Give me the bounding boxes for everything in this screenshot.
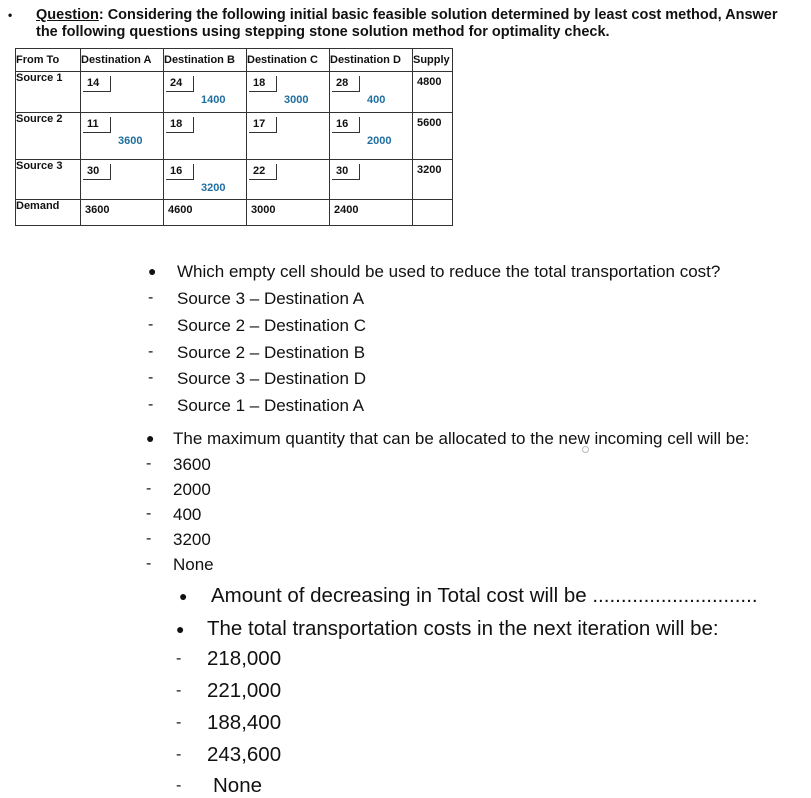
dash-icon: - [176,714,182,731]
q1-prompt: Which empty cell should be used to reduce the total transportation cost? [177,262,721,281]
dash-icon: - [176,650,182,667]
dash-icon: - [148,369,154,386]
q2-option: None [173,555,214,574]
q2-option: 400 [173,505,202,524]
question-line2: the following questions using stepping stone solution method for optimality check. [36,24,610,40]
bullet-icon: ● [176,621,185,637]
supply-value: 5600 [417,117,442,129]
q4-option: 218,000 [207,647,282,670]
allocation-value: 1400 [201,94,226,106]
table-cell [247,200,330,226]
table-row [16,113,453,160]
corner-header: From To [16,49,81,72]
allocation-value: 3200 [201,182,226,194]
cost-box: 11 [83,117,111,133]
supply-header: Supply [413,49,453,72]
q4-option: 188,400 [207,711,282,734]
cursor-circle-icon [582,446,589,453]
cost-box: 28 [332,76,360,92]
table-cell [247,113,330,160]
q2-option: 3600 [173,455,211,474]
supply-value: 4800 [417,76,442,88]
dash-icon: - [146,505,152,522]
q2-prompt: The maximum quantity that can be allocated to the new incoming cell will be: [173,429,750,448]
table-cell [330,113,413,160]
table-row [16,72,453,113]
allocation-value: 400 [367,94,386,106]
table-header-row [16,49,453,72]
demand-label: Demand [16,200,81,226]
source-label: Source 1 [16,72,81,113]
q3-prompt: Amount of decreasing in Total cost will be ............................. [211,584,758,607]
table-cell [164,160,247,200]
cost-box: 16 [166,164,194,180]
question-heading [8,7,802,41]
cost-box: 30 [332,164,360,180]
dash-icon: - [146,555,152,572]
q1-option: Source 3 – Destination D [177,369,366,388]
q1-option: Source 3 – Destination A [177,289,365,308]
table-cell [413,72,453,113]
cost-box: 18 [249,76,277,92]
table-cell [81,72,164,113]
bullet-icon: ● [179,588,188,604]
table-cell [247,72,330,113]
table-cell [247,160,330,200]
allocation-value: 3000 [284,94,309,106]
dest-b-header: Destination B [164,49,247,72]
table-cell [413,113,453,160]
question-line1: : Considering the following initial basic feasible solution determined by least cost method, Answer [98,7,778,23]
table-cell [413,200,453,226]
question-label: Question [36,7,99,23]
cost-box: 14 [83,76,111,92]
cost-box: 30 [83,164,111,180]
cost-box: 16 [332,117,360,133]
allocation-value: 2000 [367,135,392,147]
supply-value: 3200 [417,164,442,176]
dest-d-header: Destination D [330,49,413,72]
q2-option: 2000 [173,480,211,499]
allocation-value: 3600 [118,135,143,147]
source-label: Source 2 [16,113,81,160]
dash-icon: - [146,530,152,547]
cost-box: 24 [166,76,194,92]
q4-prompt: The total transportation costs in the next iteration will be: [207,617,719,640]
dash-icon: - [176,682,182,699]
cost-box: 18 [166,117,194,133]
bullet-icon: ● [146,430,155,446]
table-cell [81,113,164,160]
dash-icon: - [148,343,154,360]
table-cell [330,160,413,200]
bullet-icon: • [8,8,13,22]
dash-icon: - [148,289,154,306]
dash-icon: - [146,480,152,497]
demand-value: 3600 [85,204,110,216]
table-cell [164,200,247,226]
demand-row [16,200,453,226]
transportation-table [15,48,453,226]
table-cell [164,113,247,160]
dest-a-header: Destination A [81,49,164,72]
table-row [16,160,453,200]
table-cell [413,160,453,200]
dash-icon: - [176,777,182,794]
q1-option: Source 2 – Destination C [177,316,366,335]
table-cell [81,200,164,226]
dash-icon: - [148,316,154,333]
q1-option: Source 1 – Destination A [177,396,365,415]
cost-box: 17 [249,117,277,133]
q2-option: 3200 [173,530,211,549]
table-cell [330,200,413,226]
table-cell [330,72,413,113]
demand-value: 2400 [334,204,359,216]
dest-c-header: Destination C [247,49,330,72]
q1-option: Source 2 – Destination B [177,343,366,362]
bullet-icon: ● [148,263,157,279]
source-label: Source 3 [16,160,81,200]
dash-icon: - [148,396,154,413]
demand-value: 3000 [251,204,276,216]
dash-icon: - [176,746,182,763]
dash-icon: - [146,455,152,472]
table-cell [81,160,164,200]
table-cell [164,72,247,113]
cost-box: 22 [249,164,277,180]
q4-option: 243,600 [207,743,282,766]
q4-option: 221,000 [207,679,282,702]
demand-value: 4600 [168,204,193,216]
q4-option: None [213,774,263,797]
